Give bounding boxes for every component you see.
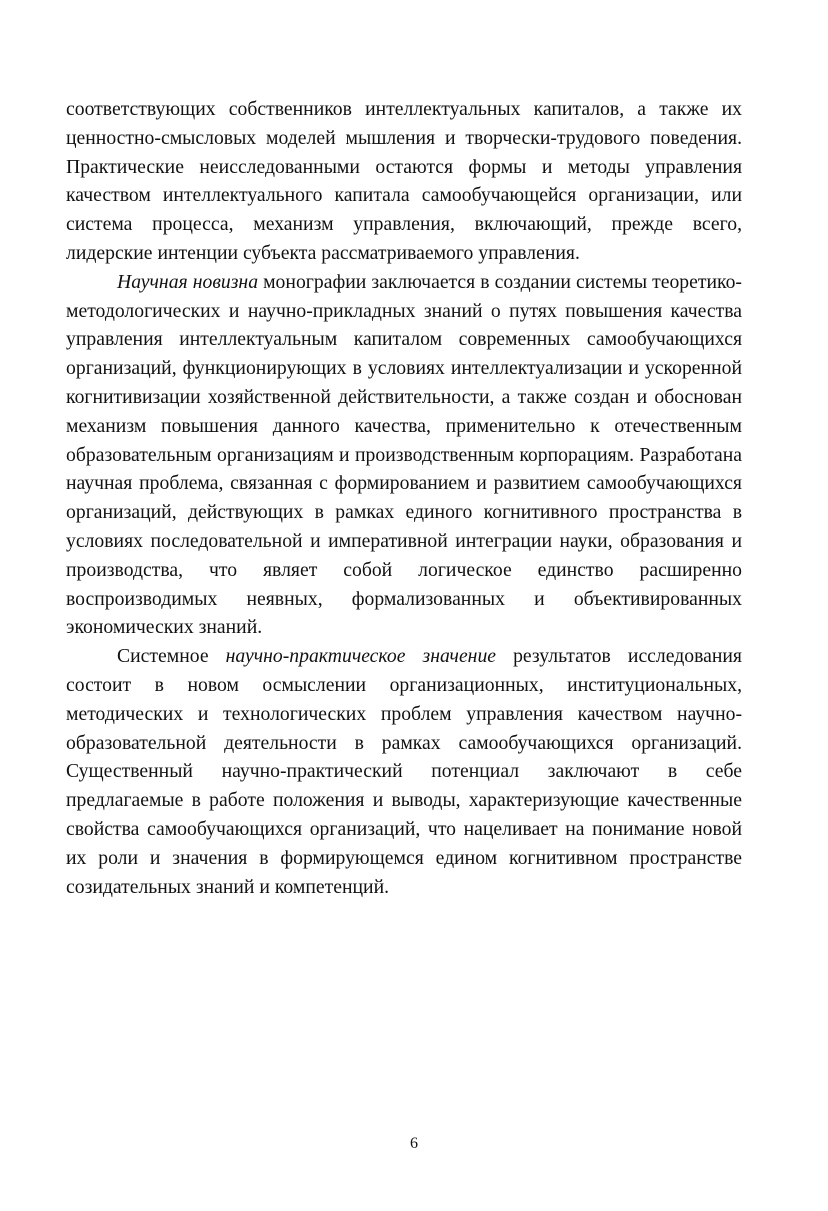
paragraph-1-text: соответствующих собственников интеллектуальных капиталов, а также их ценностно-смысловых моделей мышления и творчески-трудового поведения. Практические неисследованными остаются формы и методы управления качеством интеллектуального капитала самообучающейся организации, или система процесса, механизм управления, включающий, прежде всего, лидерские интенции субъекта рассматриваемого управления. <box>66 98 742 264</box>
paragraph-3-lead-italic: научно-практическое значение <box>225 645 497 668</box>
paragraph-scientific-novelty <box>66 268 742 642</box>
paragraph-3-lead-plain: Системное <box>117 645 226 668</box>
paragraph-2-text: монографии заключается в создании системы теоретико-методологических и научно-прикладных знаний о путях повышения качества управления интеллектуальным капиталом современных самообучающихся организаций, функционирующих в условиях интеллектуализации и ускоренной когнитивизации хозяйственной действительности, а также создан и обоснован механизм повышения данного качества, применительно к отечественным образовательным организациям и производственным корпорациям. Разработана научная проблема, связанная с формированием и развитием самообучающихся организаций, действующих в рамках единого когнитивного пространства в условиях последовательной и императивной интеграции науки, образования и производства, что являет собой логическое единство расширенно воспроизводимых неявных, формализованных и объективированных экономических знаний. <box>66 270 742 639</box>
paragraph-continuation <box>66 95 742 268</box>
paragraph-3-text: результатов исследования состоит в новом осмыслении организационных, институциональных, методических и технологических проблем управления качеством научно-образовательной деятельности в рамках самообучающихся организаций. Существенный научно-практический потенциал заключают в себе предлагаемые в работе положения и выводы, характеризующие качественные свойства самообучающихся организаций, что нацеливает на понимание новой их роли и значения в формирующемся едином когнитивном пространстве созидательных знаний и компетенций. <box>66 645 742 898</box>
page-number: 6 <box>410 1135 418 1152</box>
paragraph-2-lead-italic: Научная новизна <box>117 270 259 293</box>
paragraph-practical-significance <box>66 642 742 901</box>
document-page-body <box>66 95 742 901</box>
